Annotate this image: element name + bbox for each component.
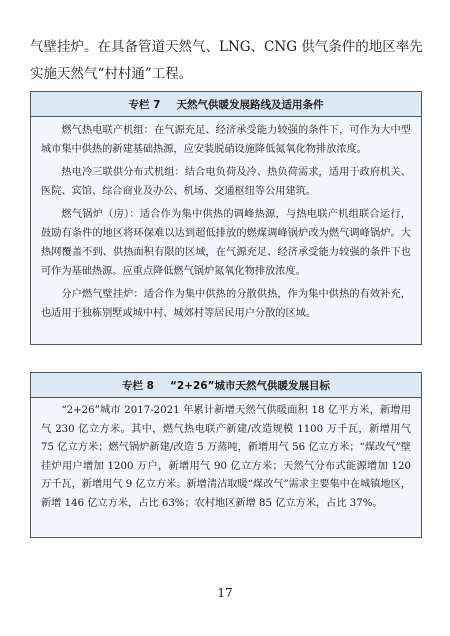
box-7-header xyxy=(31,92,421,117)
box-7-paragraph: 燃气锅炉（房）：适合作为集中供热的调峰热源，与热电联产机组联合运行，鼓励有条件的地区将环保难以达到超低排放的燃煤调峰锅炉改为燃气调峰锅炉。大热网覆盖不到、供热面积有限的区域，在气源充足、经济承受能力较强的条件下也可作为基础热源。应重点降低燃气锅炉氮氧化物排放浓度。 xyxy=(41,209,411,277)
intro-paragraph xyxy=(30,34,422,88)
box-8-paragraph: “2+26”城市 2017-2021 年累计新增天然气供暖面积 18 亿平方米，新增用气 230 亿立方米。其中，燃气热电联产新建/改造规模 1100 万千瓦，新增用气 75 亿立方米；燃气锅炉新建/改造 5 万蒸吨，新增用气 56 亿立方米；“煤改气”壁挂炉用户增加 1200 万户，新增用气 90 亿立方米；天然气分布式能源增加 120 万千瓦，新增用气 9 亿立方米。新增清洁取暖“煤改气”需求主要集中在城镇地区，新增 146 亿立方米，占比 63%；农村地区新增 85 亿立方米，占比 37%。 xyxy=(41,405,411,509)
box-7-title: 天然气供暖发展路线及适用条件 xyxy=(176,98,324,111)
page-number: 17 xyxy=(217,586,233,600)
box-7-paragraph: 热电冷三联供分布式机组：结合电负荷及冷、热负荷需求，适用于政府机关、医院、宾馆、综合商业及办公、机场、交通枢纽等公用建筑。 xyxy=(41,167,411,197)
sidebar-box-8 xyxy=(30,372,422,538)
box-8-number: 专栏 8 xyxy=(122,379,154,392)
box-8-body xyxy=(31,398,421,513)
box-8-title: “2+26”城市天然气供暖发展目标 xyxy=(169,379,330,392)
box-7-body xyxy=(31,117,421,323)
box-7-number: 专栏 7 xyxy=(128,98,161,111)
intro-line-1: 气壁挂炉。在具备管道天然气、LNG、CNG 供气条件的地区率先 xyxy=(30,39,423,55)
intro-line-2: 实施天然气“村村通”工程。 xyxy=(30,66,193,82)
box-7-paragraph: 燃气热电联产机组：在气源充足、经济承受能力较强的条件下，可作为大中型城市集中供热的新建基础热源，应安装脱硝设施降低氮氧化物排放浓度。 xyxy=(41,125,411,155)
box-8-header xyxy=(31,373,421,398)
box-7-paragraph: 分户燃气壁挂炉：适合作为集中供热的分散供热，作为集中供热的有效补充，也适用于独栋别墅或城中村、城郊村等居民用户分散的区域。 xyxy=(41,289,411,319)
sidebar-box-7 xyxy=(30,91,422,345)
